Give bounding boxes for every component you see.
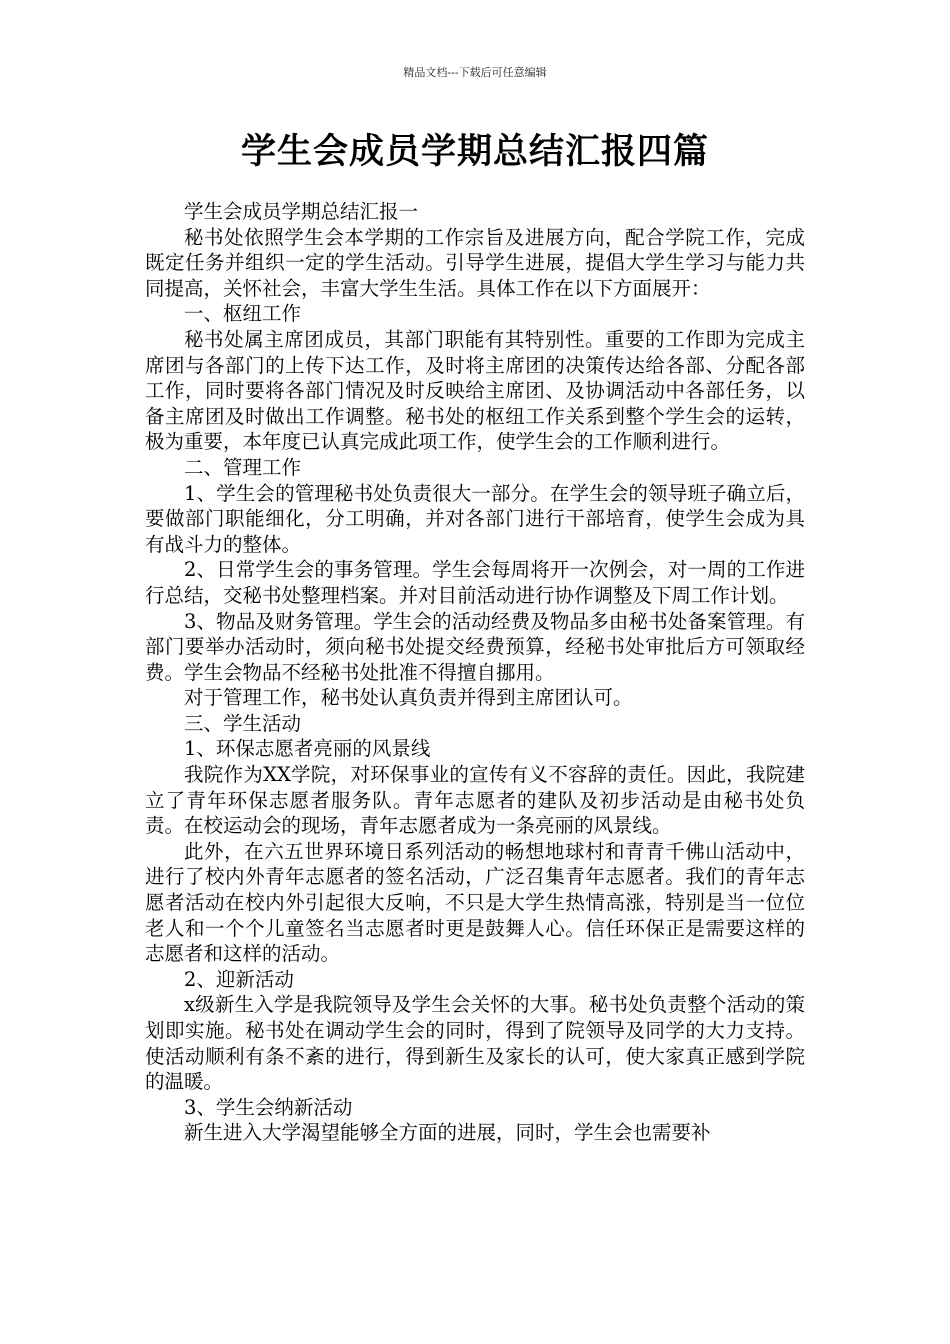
body-paragraph: 2、日常学生会的事务管理。学生会每周将开一次例会，对一周的工作进行总结，交秘书处整理档案。并对目前活动进行协作调整及下周工作计划。	[145, 558, 805, 607]
section-heading: 一、枢纽工作	[184, 302, 302, 326]
body-paragraph: 我院作为XX学院，对环保事业的宣传有义不容辞的责任。因此，我院建立了青年环保志愿者服务队。青年志愿者的建队及初步活动是由秘书处负责。在校运动会的现场，青年志愿者成为一条亮丽的风景线。	[145, 763, 805, 838]
body-paragraph: 秘书处属主席团成员，其部门职能有其特别性。重要的工作即为完成主席团与各部门的上传下达工作，及时将主席团的决策传达给各部、分配各部工作，同时要将各部门情况及时反映给主席团、及协调活动中各部任务，以备主席团及时做出工作调整。秘书处的枢纽工作关系到整个学生会的运转，极为重要，本年度已认真完成此项工作，使学生会的工作顺利进行。	[145, 327, 805, 454]
body-paragraph: 对于管理工作，秘书处认真负责并得到主席团认可。	[184, 686, 633, 710]
subsection-heading: 1、环保志愿者亮丽的风景线	[184, 737, 431, 761]
body-paragraph: 新生进入大学渴望能够全方面的进展，同时，学生会也需要补	[184, 1121, 711, 1145]
section-heading: 二、管理工作	[184, 455, 302, 479]
document-title: 学生会成员学期总结汇报四篇	[240, 132, 709, 172]
body-paragraph: 3、物品及财务管理。学生会的活动经费及物品多由秘书处备案管理。有部门要举办活动时，须向秘书处提交经费预算，经秘书处审批后方可领取经费。学生会物品不经秘书处批准不得擅自挪用。	[145, 609, 805, 684]
body-paragraph: 此外，在六五世界环境日系列活动的畅想地球村和青青千佛山活动中，进行了校内外青年志愿者的签名活动，广泛召集青年志愿者。我们的青年志愿者活动在校内外引起很大反响，不只是大学生热情高涨，特别是当一位位老人和一个个儿童签名当志愿者时更是鼓舞人心。信任环保正是需要这样的志愿者和这样的活动。	[145, 839, 805, 966]
body-paragraph: 秘书处依照学生会本学期的工作宗旨及进展方向，配合学院工作，完成既定任务并组织一定的学生活动。引导学生进展，提倡大学生学习与能力共同提高，关怀社会，丰富大学生生活。具体工作在以下方面展开：	[145, 225, 805, 300]
body-paragraph: 1、学生会的管理秘书处负责很大一部分。在学生会的领导班子确立后，要做部门职能细化，分工明确，并对各部门进行干部培育，使学生会成为具有战斗力的整体。	[145, 481, 805, 556]
section-heading: 学生会成员学期总结汇报一	[184, 200, 419, 223]
subsection-heading: 2、迎新活动	[184, 967, 294, 991]
subsection-heading: 3、学生会纳新活动	[184, 1095, 353, 1119]
body-paragraph: x级新生入学是我院领导及学生会关怀的大事。秘书处负责整个活动的策划即实施。秘书处在调动学生会的同时，得到了院领导及同学的大力支持。使活动顺利有条不紊的进行，得到新生及家长的认可，使大家真正感到学院的温暖。	[145, 993, 805, 1094]
header-note: 精品文档---下载后可任意编辑	[403, 66, 547, 79]
document-body	[145, 199, 805, 1146]
section-heading: 三、学生活动	[184, 711, 302, 735]
